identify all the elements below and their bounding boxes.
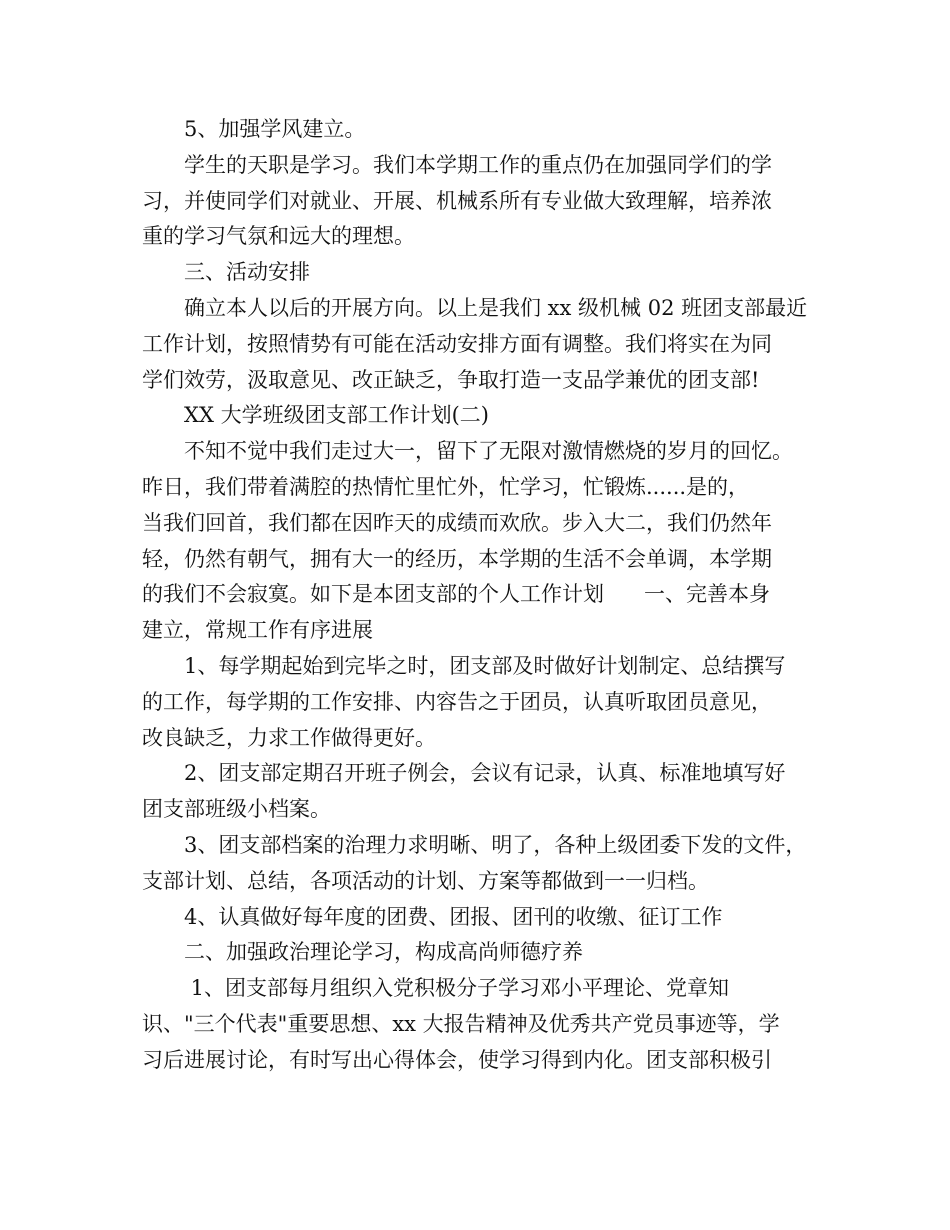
list-item-line: 团支部班级小档案。 [142,797,331,822]
paragraph-line: 当我们回首，我们都在因昨天的成绩而欢欣。步入大二，我们仍然年 [142,510,772,535]
document-subtitle: XX 大学班级团支部工作计划(二) [184,403,489,428]
paragraph-line: 学生的天职是学习。我们本学期工作的重点仍在加强同学们的学 [184,152,772,177]
section-heading: 三、活动安排 [184,260,310,285]
list-item-line: 2、团支部定期召开班子例会，会议有记录，认真、标准地填写好 [184,761,786,786]
paragraph-line: 昨日，我们带着满腔的热情忙里忙外，忙学习，忙锻炼......是的， [142,474,750,499]
list-item-line: 3、团支部档案的治理力求明晰、明了，各种上级团委下发的文件， [184,832,807,857]
paragraph-line: 轻，仍然有朝气，拥有大一的经历，本学期的生活不会单调，本学期 [142,546,772,571]
list-item-line: 的工作，每学期的工作安排、内容告之于团员，认真听取团员意见， [142,689,772,714]
section-heading: 5、加强学风建立。 [184,117,366,141]
paragraph-line: 重的学习气氛和远大的理想。 [142,224,415,249]
paragraph-line: 工作计划，按照情势有可能在活动安排方面有调整。我们将实在为同 [142,331,772,356]
paragraph-line: 习，并使同学们对就业、开展、机械系所有专业做大致理解，培养浓 [142,188,772,213]
list-item-line: 1、团支部每月组织入党积极分子学习邓小平理论、党章知 [184,976,730,1001]
paragraph-line: 确立本人以后的开展方向。以上是我们 xx 级机械 02 班团支部最近 [184,295,808,320]
paragraph-line: 的我们不会寂寞。如下是本团支部的个人工作计划 一、完善本身 [142,582,771,607]
list-item-line: 改良缺乏，力求工作做得更好。 [142,725,436,750]
list-item-line: 1、每学期起始到完毕之时，团支部及时做好计划制定、总结撰写 [184,653,786,678]
section-heading: 二、加强政治理论学习，构成高尚师德疗养 [184,940,583,965]
paragraph-line: 学们效劳，汲取意见、改正缺乏，争取打造一支品学兼优的团支部! [142,367,760,392]
list-item-line: 习后进展讨论，有时写出心得体会，使学习得到内化。团支部积极引 [142,1047,772,1072]
list-item-line: 识、"三个代表"重要思想、xx 大报告精神及优秀共产党员事迹等，学 [142,1011,780,1036]
document-body [142,112,832,1079]
paragraph-line: 不知不觉中我们走过大一，留下了无限对激情燃烧的岁月的回忆。 [184,439,793,464]
list-item-line: 支部计划、总结，各项活动的计划、方案等都做到一一归档。 [142,868,709,893]
list-item-line: 4、认真做好每年度的团费、团报、团刊的收缴、征订工作 [184,904,723,929]
paragraph-line: 建立，常规工作有序进展 [142,618,373,643]
